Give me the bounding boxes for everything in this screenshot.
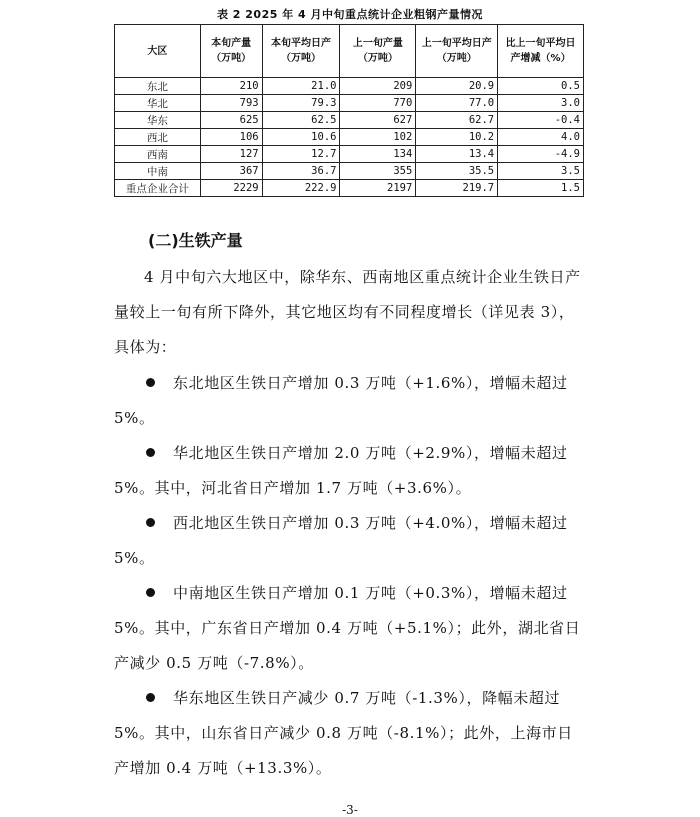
- cell: 62.7: [416, 112, 498, 129]
- cell: 210: [200, 78, 262, 95]
- cell: 79.3: [262, 95, 340, 112]
- cell: 625: [200, 112, 262, 129]
- bullet-icon: [146, 378, 155, 387]
- section-heading: (二)生铁产量: [148, 231, 243, 250]
- table-header-row: [115, 25, 584, 78]
- cell: 0.5: [498, 78, 584, 95]
- cell: 2229: [200, 180, 262, 197]
- header-current-daily: 本旬平均日产（万吨）: [262, 25, 340, 78]
- cell: 106: [200, 129, 262, 146]
- table-row: [115, 146, 584, 163]
- table-row: [115, 129, 584, 146]
- cell: 12.7: [262, 146, 340, 163]
- intro-paragraph: [114, 260, 586, 365]
- bullet-icon: [146, 518, 155, 527]
- bullet-item: [114, 366, 586, 436]
- bullet-text: 东北地区生铁日产增加 0.3 万吨（+1.6%），增幅未超过 5%。: [114, 374, 568, 427]
- cell: 770: [340, 95, 416, 112]
- bullet-text: 中南地区生铁日产增加 0.1 万吨（+0.3%），增幅未超过 5%。其中，广东省日产增加 0.4 万吨（+5.1%）；此外，湖北省日产减少 0.5 万吨（-7.8%）。: [114, 584, 581, 672]
- cell: 10.2: [416, 129, 498, 146]
- cell: 367: [200, 163, 262, 180]
- bullet-text: 华东地区生铁日产减少 0.7 万吨（-1.3%），降幅未超过 5%。其中，山东省日产减少 0.8 万吨（-8.1%）；此外，上海市日产增加 0.4 万吨（+13.3%）。: [114, 689, 573, 777]
- bullet-icon: [146, 448, 155, 457]
- intro-text: 4 月中旬六大地区中，除华东、西南地区重点统计企业生铁日产量较上一旬有所下降外，其它地区均有不同程度增长（详见表 3），具体为：: [114, 268, 581, 356]
- table-row: [115, 78, 584, 95]
- table-title: 表 2 2025 年 4 月中旬重点统计企业粗钢产量情况: [216, 8, 484, 21]
- cell-region: 西南: [115, 146, 201, 163]
- cell: 2197: [340, 180, 416, 197]
- header-previous-daily: 上一旬平均日产（万吨）: [416, 25, 498, 78]
- cell: 209: [340, 78, 416, 95]
- cell: 62.5: [262, 112, 340, 129]
- cell: 627: [340, 112, 416, 129]
- cell: 127: [200, 146, 262, 163]
- cell: 222.9: [262, 180, 340, 197]
- bullet-item: [114, 436, 586, 506]
- cell: 3.5: [498, 163, 584, 180]
- cell: 793: [200, 95, 262, 112]
- cell-region: 重点企业合计: [115, 180, 201, 197]
- header-region: 大区: [115, 25, 201, 78]
- cell: 4.0: [498, 129, 584, 146]
- bullet-text: 华北地区生铁日产增加 2.0 万吨（+2.9%），增幅未超过 5%。其中，河北省日产增加 1.7 万吨（+3.6%）。: [114, 444, 568, 497]
- header-current-output: 本旬产量（万吨）: [200, 25, 262, 78]
- bullet-item: [114, 681, 586, 786]
- page-number: -3-: [342, 803, 358, 817]
- cell: -4.9: [498, 146, 584, 163]
- cell: 77.0: [416, 95, 498, 112]
- header-change-pct: 比上一旬平均日产增减（%）: [498, 25, 584, 78]
- cell-region: 华东: [115, 112, 201, 129]
- cell: 3.0: [498, 95, 584, 112]
- table-row: [115, 95, 584, 112]
- cell: 21.0: [262, 78, 340, 95]
- cell: 134: [340, 146, 416, 163]
- cell-region: 华北: [115, 95, 201, 112]
- cell: 355: [340, 163, 416, 180]
- cell: 35.5: [416, 163, 498, 180]
- bullet-item: [114, 576, 586, 681]
- bullet-icon: [146, 693, 155, 702]
- bullet-text: 西北地区生铁日产增加 0.3 万吨（+4.0%），增幅未超过 5%。: [114, 514, 568, 567]
- cell: 10.6: [262, 129, 340, 146]
- table-total-row: [115, 180, 584, 197]
- cell-region: 西北: [115, 129, 201, 146]
- cell-region: 东北: [115, 78, 201, 95]
- cell: -0.4: [498, 112, 584, 129]
- header-previous-output: 上一旬产量（万吨）: [340, 25, 416, 78]
- cell: 1.5: [498, 180, 584, 197]
- cell: 13.4: [416, 146, 498, 163]
- cell: 36.7: [262, 163, 340, 180]
- bullet-item: [114, 506, 586, 576]
- cell: 20.9: [416, 78, 498, 95]
- cell: 102: [340, 129, 416, 146]
- table-row: [115, 163, 584, 180]
- cell-region: 中南: [115, 163, 201, 180]
- bullet-icon: [146, 588, 155, 597]
- table-row: [115, 112, 584, 129]
- cell: 219.7: [416, 180, 498, 197]
- steel-production-table: [114, 24, 584, 197]
